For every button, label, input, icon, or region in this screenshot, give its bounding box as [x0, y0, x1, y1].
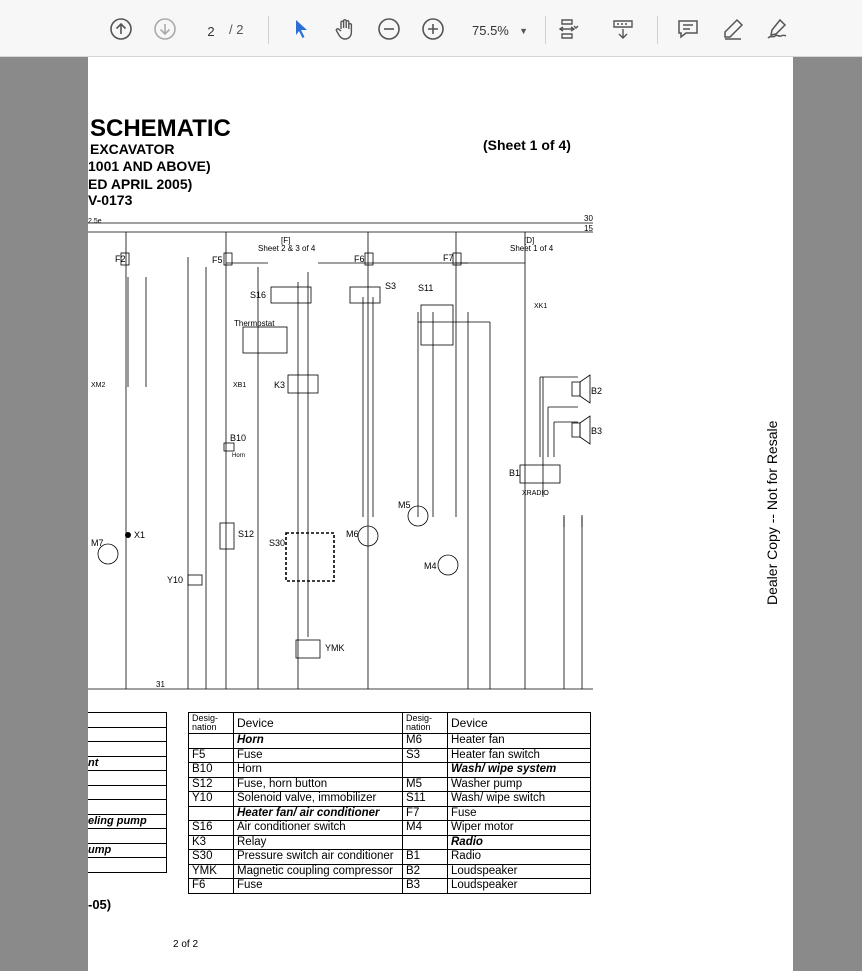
legend-row: [189, 821, 591, 836]
s12-label: S12: [238, 529, 255, 539]
legend-header-device: Device: [234, 713, 403, 734]
legend-device-cell: Washer pump: [448, 777, 591, 792]
legend-left-cell: [88, 727, 167, 742]
zoom-out-button[interactable]: [374, 14, 404, 44]
legend-row: [189, 734, 591, 749]
legend-designation-cell: K3: [189, 835, 234, 850]
legend-left-row: [88, 742, 167, 757]
thermostat-label: Thermostat: [234, 319, 275, 328]
legend-row: [189, 879, 591, 894]
ymk-label: YMK: [325, 643, 345, 653]
legend-left-cell: [88, 771, 167, 786]
zoom-select[interactable]: [464, 18, 534, 44]
highlight-button[interactable]: [718, 14, 748, 44]
legend-designation-cell: [189, 806, 234, 821]
b10-label: B10: [230, 433, 247, 443]
x1-label: X1: [134, 530, 146, 540]
ref-f: [F]: [281, 236, 291, 245]
legend-device-cell: Radio: [448, 835, 591, 850]
next-page-icon: [153, 17, 177, 41]
horn-small-label: Horn: [232, 453, 246, 459]
legend-row: [189, 777, 591, 792]
legend-row: [189, 748, 591, 763]
legend-designation-cell: S12: [189, 777, 234, 792]
legend-left-cell: [88, 800, 167, 815]
doc-serial-range: 1001 AND ABOVE): [88, 158, 211, 174]
legend-designation-cell: S16: [189, 821, 234, 836]
ref-d-sheets: Sheet 1 of 4: [510, 244, 554, 253]
m7-label: M7: [91, 538, 104, 548]
legend-designation-cell: [403, 763, 448, 778]
legend-designation-cell: F6: [189, 879, 234, 894]
legend-left-row: [88, 843, 167, 858]
comment-button[interactable]: [673, 14, 703, 44]
page-number-label: 2 of 2: [173, 939, 199, 950]
xb1-label: XB1: [233, 382, 247, 389]
legend-designation-cell: [403, 835, 448, 850]
legend-designation-cell: M4: [403, 821, 448, 836]
legend-device-cell: Solenoid valve, immobilizer: [234, 792, 403, 807]
hand-tool-icon: [333, 17, 357, 41]
ref-f-sheets: Sheet 2 & 3 of 4: [258, 244, 316, 253]
doc-number: V-0173: [88, 192, 133, 208]
sign-button[interactable]: [762, 14, 792, 44]
legend-device-cell: Relay: [234, 835, 403, 850]
doc-subtitle: EXCAVATOR: [90, 141, 175, 157]
legend-device-cell: Heater fan switch: [448, 748, 591, 763]
legend-left-row: [88, 771, 167, 786]
legend-row: [189, 864, 591, 879]
legend-left-cell: [88, 829, 167, 844]
legend-device-cell: Loudspeaker: [448, 864, 591, 879]
legend-designation-cell: M6: [403, 734, 448, 749]
legend-device-cell: Wash/ wipe system: [448, 763, 591, 778]
legend-row: [189, 850, 591, 865]
s11-label: S11: [418, 283, 434, 293]
svg-text:15: 15: [584, 224, 593, 233]
zoom-in-button[interactable]: [418, 14, 448, 44]
legend-device-cell: Fuse, horn button: [234, 777, 403, 792]
prev-page-button[interactable]: [106, 14, 136, 44]
legend-left-cell: ump: [88, 843, 167, 858]
b3-label: B3: [591, 426, 603, 436]
select-tool-button[interactable]: [286, 14, 316, 44]
page-fit-icon: [557, 17, 581, 41]
page-number-input[interactable]: 2: [207, 24, 215, 39]
legend-device-cell: Wash/ wipe switch: [448, 792, 591, 807]
legend-header-designation-2: Desig-nation: [403, 713, 448, 734]
b2-label: B2: [591, 386, 603, 396]
highlight-pen-icon: [721, 17, 745, 41]
legend-device-cell: Horn: [234, 734, 403, 749]
scroll-mode-button[interactable]: [608, 14, 638, 44]
page-total: / 2: [229, 22, 244, 37]
pdf-toolbar: [0, 0, 862, 57]
toolbar-divider: [545, 16, 546, 44]
next-page-button[interactable]: [150, 14, 180, 44]
select-cursor-icon: [289, 17, 313, 41]
legend-left-row: [88, 727, 167, 742]
xm2-label: XM2: [91, 382, 106, 389]
legend-left-row: [88, 814, 167, 829]
legend-designation-cell: F5: [189, 748, 234, 763]
legend-device-cell: Fuse: [234, 879, 403, 894]
legend-device-cell: Magnetic coupling compressor: [234, 864, 403, 879]
svg-text:30: 30: [584, 214, 593, 223]
doc-revision: ED APRIL 2005): [88, 176, 193, 192]
legend-designation-cell: YMK: [189, 864, 234, 879]
legend-designation-cell: Y10: [189, 792, 234, 807]
k3-label: K3: [274, 380, 286, 390]
legend-row: [189, 806, 591, 821]
y10-label: Y10: [167, 575, 184, 585]
toolbar-divider: [268, 16, 269, 44]
legend-device-cell: Radio: [448, 850, 591, 865]
scroll-mode-icon: [611, 17, 635, 41]
sign-icon: [765, 17, 789, 41]
m5-label: M5: [398, 500, 411, 510]
legend-designation-cell: [189, 734, 234, 749]
legend-device-cell: Pressure switch air conditioner: [234, 850, 403, 865]
legend-header-device-2: Device: [448, 713, 591, 734]
legend-left-row: [88, 800, 167, 815]
doc-title: SCHEMATIC: [90, 115, 231, 142]
legend-device-cell: Air conditioner switch: [234, 821, 403, 836]
b1-label: B1: [509, 468, 521, 478]
legend-designation-cell: F7: [403, 806, 448, 821]
prev-page-icon: [109, 17, 133, 41]
m6-label: M6: [346, 529, 359, 539]
legend-left-cell: [88, 858, 167, 873]
legend-left-cell: [88, 713, 167, 728]
hand-tool-button[interactable]: [330, 14, 360, 44]
legend-row: [189, 792, 591, 807]
f5-label: F5: [212, 255, 223, 265]
legend-device-cell: Heater fan: [448, 734, 591, 749]
s3-label: S3: [385, 281, 397, 291]
f6-label: F6: [354, 254, 365, 264]
legend-designation-cell: M5: [403, 777, 448, 792]
f7-label: F7: [443, 253, 454, 263]
legend-header-designation: Desig-nation: [189, 713, 234, 734]
chevron-down-icon: ▼: [519, 26, 528, 36]
legend-table-left-partial: [88, 712, 167, 873]
legend-device-cell: Fuse: [234, 748, 403, 763]
legend-row: [189, 835, 591, 850]
sheet-label: (Sheet 1 of 4): [483, 137, 571, 153]
watermark-text: Dealer Copy -- Not for Resale: [764, 420, 780, 605]
legend-device-cell: Loudspeaker: [448, 879, 591, 894]
xk1-label: XK1: [534, 303, 548, 310]
legend-left-row: [88, 858, 167, 873]
legend-left-row: [88, 713, 167, 728]
legend-designation-cell: S30: [189, 850, 234, 865]
legend-designation-cell: S11: [403, 792, 448, 807]
legend-device-cell: Wiper motor: [448, 821, 591, 836]
page-fit-button[interactable]: [554, 14, 584, 44]
bus-31-label: 31: [156, 680, 165, 689]
legend-device-cell: Heater fan/ air conditioner: [234, 806, 403, 821]
document-page: [88, 57, 793, 971]
zoom-value: 75.5%: [472, 23, 509, 38]
zoom-out-icon: [377, 17, 401, 41]
legend-table: [188, 712, 591, 894]
legend-designation-cell: B3: [403, 879, 448, 894]
legend-left-cell: nt: [88, 756, 167, 771]
xradio-label: XRADIO: [522, 490, 549, 497]
legend-left-row: [88, 829, 167, 844]
legend-device-cell: Horn: [234, 763, 403, 778]
zoom-in-icon: [421, 17, 445, 41]
legend-left-row: [88, 756, 167, 771]
f2-label: F2: [115, 254, 126, 264]
legend-left-cell: [88, 785, 167, 800]
legend-designation-cell: S3: [403, 748, 448, 763]
legend-row: [189, 763, 591, 778]
legend-designation-cell: B1: [403, 850, 448, 865]
ref-d: [D]: [524, 236, 535, 245]
legend-designation-cell: B10: [189, 763, 234, 778]
doc-footer-date: -05): [88, 897, 112, 912]
legend-designation-cell: B2: [403, 864, 448, 879]
s30-label: S30: [269, 538, 286, 548]
legend-left-cell: eling pump: [88, 814, 167, 829]
m4-label: M4: [424, 561, 437, 571]
s16-label: S16: [250, 290, 267, 300]
svg-text:2.5e: 2.5e: [88, 218, 102, 225]
legend-device-cell: Fuse: [448, 806, 591, 821]
legend-left-row: [88, 785, 167, 800]
legend-header-row: [189, 713, 591, 734]
legend-left-cell: [88, 742, 167, 757]
comment-icon: [676, 17, 700, 41]
wiring-schematic: [88, 57, 793, 717]
toolbar-divider: [657, 16, 658, 44]
